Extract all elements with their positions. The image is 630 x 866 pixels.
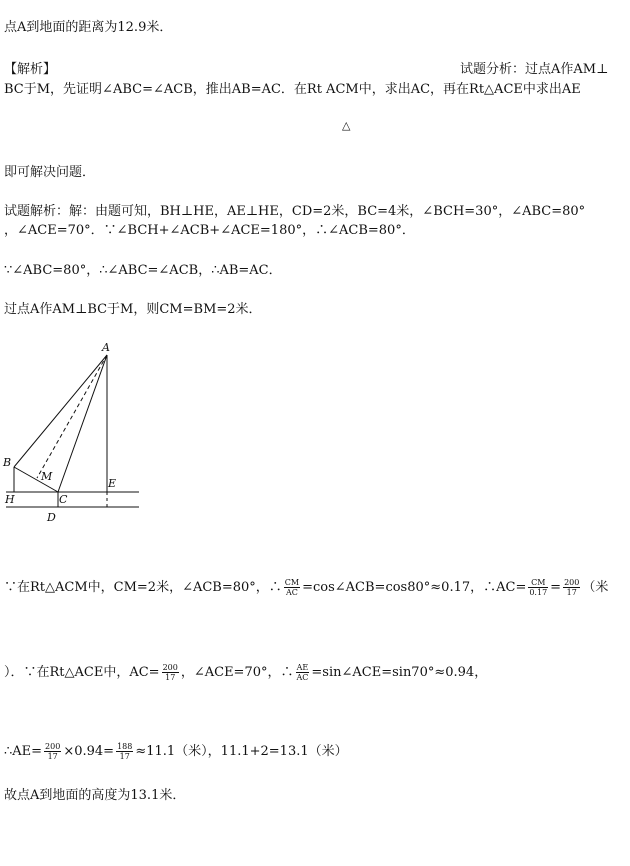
label-H: H	[5, 493, 15, 506]
label-C: C	[59, 493, 68, 506]
final-answer: 故点A到地面的高度为13.1米．	[4, 788, 186, 803]
triangle-symbol: △	[342, 119, 351, 132]
line-result: 点A到地面的距离为12.9米．	[4, 20, 173, 35]
analysis-heading: 【解析】	[4, 62, 57, 77]
fraction-cm-017: $\frac{CM}{0.17}$	[529, 578, 548, 597]
solution-line-3: ∵∠ABC=80°，∴∠ABC=∠ACB，∴AB=AC．	[4, 263, 282, 278]
fraction-200-17: $\frac{200}{17}$	[564, 578, 580, 597]
analysis-text: BC于M，先证明∠ABC=∠ACB，推出AB=AC．在Rt ACM中，求出AC，再在Rt△ACE中求出AE	[4, 82, 581, 97]
segment-AC	[58, 355, 107, 492]
segment-AB	[14, 355, 107, 467]
solution-line-4: 过点A作AM⊥BC于M，则CM=BM=2米．	[4, 302, 262, 317]
fraction-cm-ac: $\frac{CM}{AC}$	[284, 578, 300, 597]
fraction-188-17: $\frac{188}{17}$	[117, 742, 133, 761]
analysis-conclusion: 即可解决问题．	[4, 165, 96, 180]
geometry-figure	[0, 340, 150, 525]
label-B: B	[3, 456, 12, 469]
analysis-intro: 试题分析：过点A作AM⊥	[460, 62, 609, 77]
equation-3: ∴AE= $\frac{200}{17}$ ×0.94= $\frac{188}{17}$ ≈11.1（米），11.1+2=13.1（米）	[4, 742, 348, 761]
segment-AM	[37, 355, 107, 478]
solution-line-1: 试题解析：解：由题可知，BH⊥HE，AE⊥HE，CD=2米，BC=4米，∠BCH=30°，∠ABC=80°	[4, 204, 586, 219]
label-D: D	[47, 511, 56, 524]
label-E: E	[108, 477, 117, 490]
fraction-ae-ac: $\frac{AE}{AC}$	[296, 663, 309, 682]
equation-2: ）．∵在Rt△ACE中，AC= $\frac{200}{17}$ ，∠ACE=70°，∴ $\frac{AE}{AC}$ =sin∠ACE=sin70°≈0.94，	[4, 663, 488, 682]
solution-line-2: ，∠ACE=70°．∵∠BCH+∠ACB+∠ACE=180°，∴∠ACB=80°．	[4, 223, 415, 238]
label-M: M	[41, 470, 53, 483]
equation-1: ∵在Rt△ACM中，CM=2米，∠ACB=80°，∴ $\frac{CM}{AC}$ =cos∠ACB=cos80°≈0.17，∴AC= $\frac{CM}{0.17}$ = $\frac{200}{17}$ （米	[4, 578, 609, 597]
label-A: A	[102, 341, 110, 354]
fraction-200-17: $\frac{200}{17}$	[45, 742, 61, 761]
fraction-200-17: $\frac{200}{17}$	[162, 663, 178, 682]
